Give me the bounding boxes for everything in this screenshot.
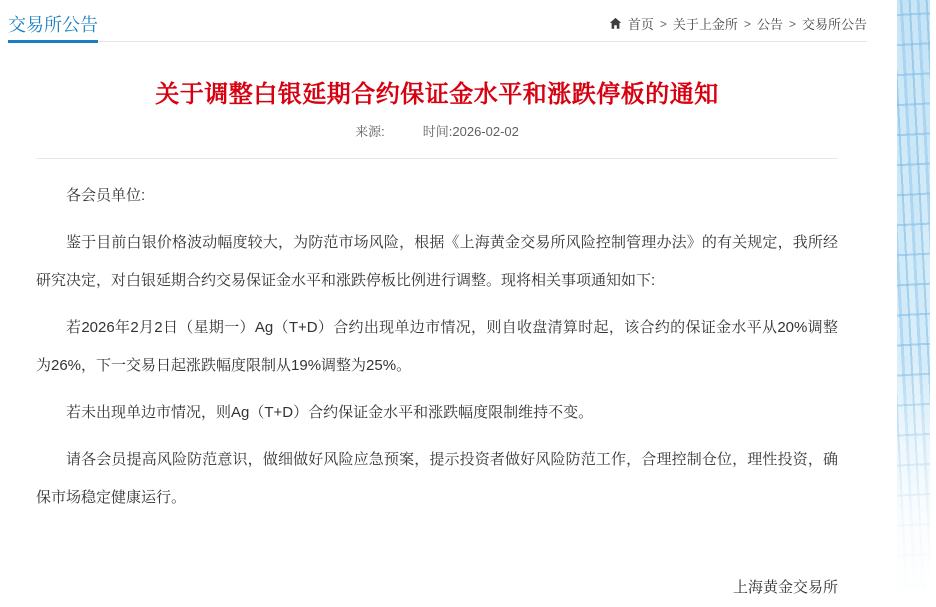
time-value: 2026-02-02: [452, 124, 519, 139]
breadcrumb-separator: >: [743, 16, 751, 31]
source-label: 来源:: [355, 124, 385, 139]
section-header: [8, 0, 867, 42]
body-paragraph: 鉴于目前白银价格波动幅度较大，为防范市场风险，根据《上海黄金交易所风险控制管理办法》的有关规定，我所经研究决定，对白银延期合约交易保证金水平和涨跌停板比例进行调整。现将相关事项通知如下:: [36, 234, 838, 289]
breadcrumb-separator: >: [788, 16, 796, 31]
body-paragraph: 若2026年2月2日（星期一）Ag（T+D）合约出现单边市情况，则自收盘清算时起，该合约的保证金水平从20%调整为26%，下一交易日起涨跌幅度限制从19%调整为25%。: [36, 319, 838, 374]
breadcrumb: [609, 14, 867, 33]
breadcrumb-item-about[interactable]: 关于上金所: [672, 17, 738, 32]
breadcrumb-item-notices[interactable]: 公告: [756, 17, 783, 32]
body-paragraph: 请各会员提高风险防范意识，做细做好风险应急预案，提示投资者做好风险防范工作，合理控制仓位，理性投资，确保市场稳定健康运行。: [36, 451, 838, 506]
home-icon: [609, 17, 622, 30]
meta-divider: [36, 158, 838, 159]
salutation-paragraph: 各会员单位:: [66, 187, 146, 204]
time-label: 时间:: [422, 124, 453, 139]
section-title: 交易所公告: [8, 15, 98, 35]
signature: 上海黄金交易所: [732, 579, 838, 596]
breadcrumb-item-home[interactable]: 首页: [627, 17, 654, 32]
breadcrumb-item-current: 交易所公告: [801, 17, 867, 32]
article-meta: [36, 124, 838, 140]
body-paragraph: 若未出现单边市情况，则Ag（T+D）合约保证金水平和涨跌幅度限制维持不变。: [66, 404, 594, 421]
article-title: 关于调整白银延期合约保证金水平和涨跌停板的通知: [155, 81, 719, 108]
announcement-article: [36, 42, 838, 607]
building-photo-strip: [897, 0, 930, 600]
breadcrumb-separator: >: [659, 16, 667, 31]
